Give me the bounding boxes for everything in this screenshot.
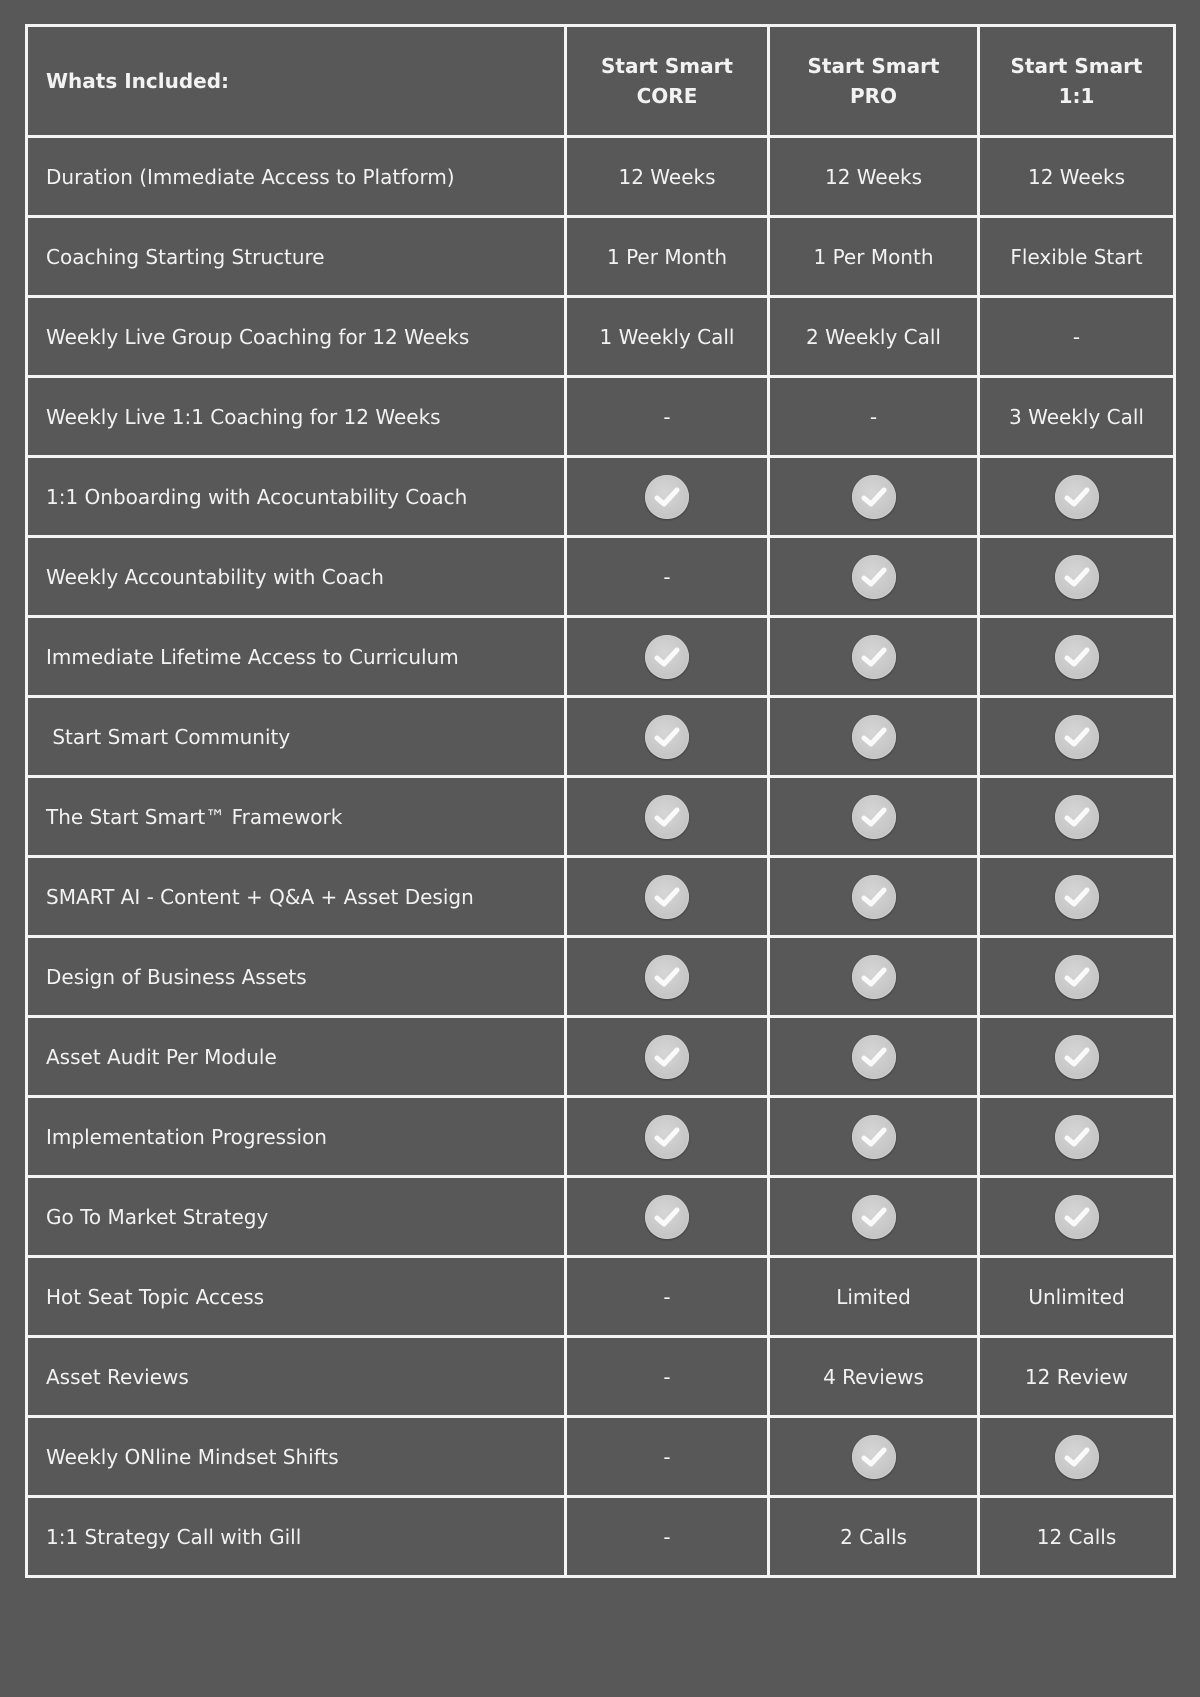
- included-cell: [769, 1417, 979, 1497]
- header-row: [27, 26, 1175, 137]
- table-row: [27, 457, 1175, 537]
- included-cell: [769, 617, 979, 697]
- check-circle-icon: [852, 635, 896, 679]
- included-cell: [769, 777, 979, 857]
- table-row: [27, 857, 1175, 937]
- value-cell: -: [566, 1497, 769, 1577]
- feature-label: SMART AI - Content + Q&A + Asset Design: [27, 857, 566, 937]
- feature-label: Coaching Starting Structure: [27, 217, 566, 297]
- table-row: [27, 1177, 1175, 1257]
- check-circle-icon: [1055, 1195, 1099, 1239]
- included-cell: [769, 1097, 979, 1177]
- included-cell: [769, 457, 979, 537]
- included-cell: [769, 937, 979, 1017]
- value-cell: Flexible Start: [979, 217, 1175, 297]
- table-row: [27, 217, 1175, 297]
- check-circle-icon: [852, 1035, 896, 1079]
- check-circle-icon: [852, 795, 896, 839]
- value-cell: 2 Weekly Call: [769, 297, 979, 377]
- check-circle-icon: [852, 1115, 896, 1159]
- included-cell: [566, 1017, 769, 1097]
- included-cell: [566, 697, 769, 777]
- value-cell: 4 Reviews: [769, 1337, 979, 1417]
- included-cell: [979, 857, 1175, 937]
- included-cell: [979, 1417, 1175, 1497]
- included-cell: [769, 697, 979, 777]
- table-row: [27, 137, 1175, 217]
- included-cell: [566, 1097, 769, 1177]
- check-circle-icon: [645, 635, 689, 679]
- included-cell: [979, 937, 1175, 1017]
- value-cell: 2 Calls: [769, 1497, 979, 1577]
- feature-column-header: Whats Included:: [27, 26, 566, 137]
- feature-label: 1:1 Onboarding with Acocuntability Coach: [27, 457, 566, 537]
- table-row: [27, 1097, 1175, 1177]
- check-circle-icon: [1055, 555, 1099, 599]
- comparison-table: [25, 24, 1176, 1578]
- check-circle-icon: [1055, 1435, 1099, 1479]
- included-cell: [566, 617, 769, 697]
- feature-label: Asset Audit Per Module: [27, 1017, 566, 1097]
- value-cell: 1 Weekly Call: [566, 297, 769, 377]
- value-cell: -: [566, 1337, 769, 1417]
- check-circle-icon: [1055, 795, 1099, 839]
- table-row: [27, 697, 1175, 777]
- table-row: [27, 1417, 1175, 1497]
- value-cell: 12 Calls: [979, 1497, 1175, 1577]
- included-cell: [769, 1177, 979, 1257]
- table-row: [27, 1497, 1175, 1577]
- value-cell: 3 Weekly Call: [979, 377, 1175, 457]
- check-circle-icon: [645, 795, 689, 839]
- check-circle-icon: [852, 475, 896, 519]
- value-cell: 1 Per Month: [566, 217, 769, 297]
- feature-label: Asset Reviews: [27, 1337, 566, 1417]
- check-circle-icon: [1055, 715, 1099, 759]
- value-cell: 12 Weeks: [769, 137, 979, 217]
- included-cell: [769, 1017, 979, 1097]
- table-row: [27, 537, 1175, 617]
- included-cell: [979, 1177, 1175, 1257]
- value-cell: 12 Weeks: [566, 137, 769, 217]
- check-circle-icon: [645, 1035, 689, 1079]
- included-cell: [979, 537, 1175, 617]
- check-circle-icon: [852, 875, 896, 919]
- check-circle-icon: [645, 1195, 689, 1239]
- table-row: [27, 377, 1175, 457]
- table-row: [27, 297, 1175, 377]
- feature-label: Immediate Lifetime Access to Curriculum: [27, 617, 566, 697]
- plan-header-pro: Start Smart PRO: [769, 26, 979, 137]
- included-cell: [566, 777, 769, 857]
- value-cell: -: [566, 377, 769, 457]
- feature-label: Design of Business Assets: [27, 937, 566, 1017]
- feature-label: Weekly Live 1:1 Coaching for 12 Weeks: [27, 377, 566, 457]
- included-cell: [769, 537, 979, 617]
- included-cell: [979, 1017, 1175, 1097]
- feature-label: Implementation Progression: [27, 1097, 566, 1177]
- plan-header-core: Start Smart CORE: [566, 26, 769, 137]
- value-cell: -: [769, 377, 979, 457]
- included-cell: [566, 1177, 769, 1257]
- included-cell: [979, 457, 1175, 537]
- check-circle-icon: [645, 475, 689, 519]
- value-cell: 12 Review: [979, 1337, 1175, 1417]
- feature-label: Go To Market Strategy: [27, 1177, 566, 1257]
- value-cell: -: [979, 297, 1175, 377]
- table-row: [27, 777, 1175, 857]
- check-circle-icon: [852, 955, 896, 999]
- included-cell: [566, 937, 769, 1017]
- included-cell: [769, 857, 979, 937]
- check-circle-icon: [645, 955, 689, 999]
- feature-label: Weekly Accountability with Coach: [27, 537, 566, 617]
- value-cell: 1 Per Month: [769, 217, 979, 297]
- table-row: [27, 1017, 1175, 1097]
- check-circle-icon: [645, 1115, 689, 1159]
- included-cell: [566, 457, 769, 537]
- table-row: [27, 617, 1175, 697]
- included-cell: [979, 697, 1175, 777]
- check-circle-icon: [645, 875, 689, 919]
- value-cell: Limited: [769, 1257, 979, 1337]
- feature-label: The Start Smart™ Framework: [27, 777, 566, 857]
- check-circle-icon: [1055, 1035, 1099, 1079]
- check-circle-icon: [1055, 635, 1099, 679]
- check-circle-icon: [1055, 475, 1099, 519]
- table-row: [27, 937, 1175, 1017]
- plan-header-1on1: Start Smart 1:1: [979, 26, 1175, 137]
- check-circle-icon: [852, 1435, 896, 1479]
- value-cell: -: [566, 1257, 769, 1337]
- check-circle-icon: [1055, 1115, 1099, 1159]
- check-circle-icon: [1055, 955, 1099, 999]
- value-cell: -: [566, 1417, 769, 1497]
- check-circle-icon: [645, 715, 689, 759]
- feature-label: Duration (Immediate Access to Platform): [27, 137, 566, 217]
- check-circle-icon: [852, 1195, 896, 1239]
- feature-label: 1:1 Strategy Call with Gill: [27, 1497, 566, 1577]
- check-circle-icon: [1055, 875, 1099, 919]
- feature-label: Weekly Live Group Coaching for 12 Weeks: [27, 297, 566, 377]
- table-row: [27, 1257, 1175, 1337]
- included-cell: [979, 1097, 1175, 1177]
- feature-label: Hot Seat Topic Access: [27, 1257, 566, 1337]
- check-circle-icon: [852, 555, 896, 599]
- feature-label: Weekly ONline Mindset Shifts: [27, 1417, 566, 1497]
- value-cell: -: [566, 537, 769, 617]
- check-circle-icon: [852, 715, 896, 759]
- feature-label: Start Smart Community: [27, 697, 566, 777]
- value-cell: Unlimited: [979, 1257, 1175, 1337]
- included-cell: [566, 857, 769, 937]
- value-cell: 12 Weeks: [979, 137, 1175, 217]
- included-cell: [979, 617, 1175, 697]
- table-row: [27, 1337, 1175, 1417]
- included-cell: [979, 777, 1175, 857]
